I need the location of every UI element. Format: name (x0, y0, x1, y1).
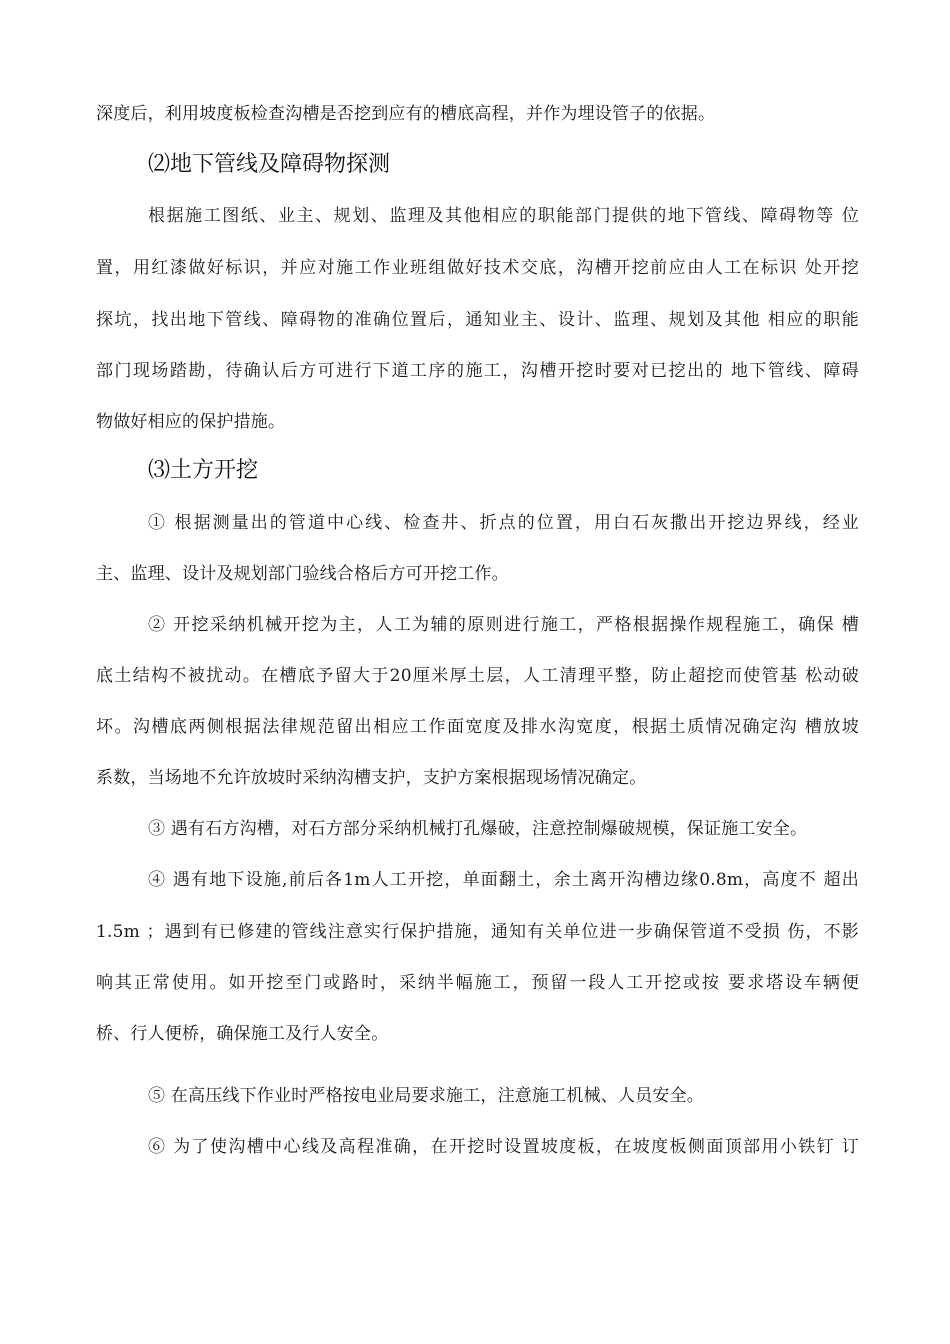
list-item-line: 系数，当场地不允许放坡时采纳沟槽支护，支护方案根据现场情况确定。 (96, 768, 647, 788)
list-item-line: ① 根据测量出的管道中心线、检查井、折点的位置，用白石灰撒出开挖边界线，经业 (148, 513, 859, 533)
list-item-line: 主、监理、设计及规划部门验线合格后方可开挖工作。 (96, 564, 509, 584)
section-heading-earth-excavation: ⑶土方开挖 (148, 458, 259, 483)
list-item-line: 桥、行人便桥，确保施工及行人安全。 (96, 1024, 389, 1044)
paragraph-continuation-line: 深度后，利用坡度板检查沟槽是否挖到应有的槽底高程，并作为埋设管子的依据。 (96, 104, 716, 124)
list-item-line: 坏。沟槽底两侧根据法律规范留出相应工作面宽度及排水沟宽度，根据土质情况确定沟 槽放坡 (96, 717, 859, 737)
list-item-line: ⑥ 为了使沟槽中心线及高程准确，在开挖时设置坡度板，在坡度板侧面顶部用小铁钉 订 (148, 1137, 859, 1157)
section-heading-underground-pipelines: ⑵地下管线及障碍物探测 (148, 152, 391, 177)
paragraph-line: 物做好相应的保护措施。 (96, 412, 286, 432)
list-item-line: ② 开挖采纳机械开挖为主，人工为辅的原则进行施工，严格根据操作规程施工，确保 槽 (148, 615, 859, 635)
paragraph-line: 根据施工图纸、业主、规划、监理及其他相应的职能部门提供的地下管线、障碍物等 位 (148, 206, 859, 226)
list-item-line: 底土结构不被扰动。在槽底予留大于20厘米厚土层，人工清理平整，防止超挖而使管基 松动破 (96, 666, 859, 686)
list-item-line: 1.5m ；遇到有已修建的管线注意实行保护措施，通知有关单位进一步确保管道不受损 伤，不影 (96, 922, 859, 942)
paragraph-line: 部门现场踏勘，待确认后方可进行下道工序的施工，沟槽开挖时要对已挖出的 地下管线、障碍 (96, 361, 859, 381)
list-item-line: 响其正常使用。如开挖至门或路时，采纳半幅施工，预留一段人工开挖或按 要求塔设车辆便 (96, 973, 859, 993)
paragraph-line: 置，用红漆做好标识，并应对施工作业班组做好技术交底，沟槽开挖前应由人工在标识 处开挖 (96, 258, 859, 278)
list-item-line: ⑤ 在高压线下作业时严格按电业局要求施工，注意施工机械、人员安全。 (148, 1086, 705, 1106)
paragraph-line: 探坑，找出地下管线、障碍物的准确位置后，通知业主、设计、监理、规划及其他 相应的职能 (96, 310, 859, 330)
list-item-line: ④ 遇有地下设施,前后各1m人工开挖，单面翻土，余土离开沟槽边缘0.8m，高度不 超出 (148, 870, 859, 890)
list-item-line: ③ 遇有石方沟槽，对石方部分采纳机械打孔爆破，注意控制爆破规模，保证施工安全。 (148, 819, 808, 839)
